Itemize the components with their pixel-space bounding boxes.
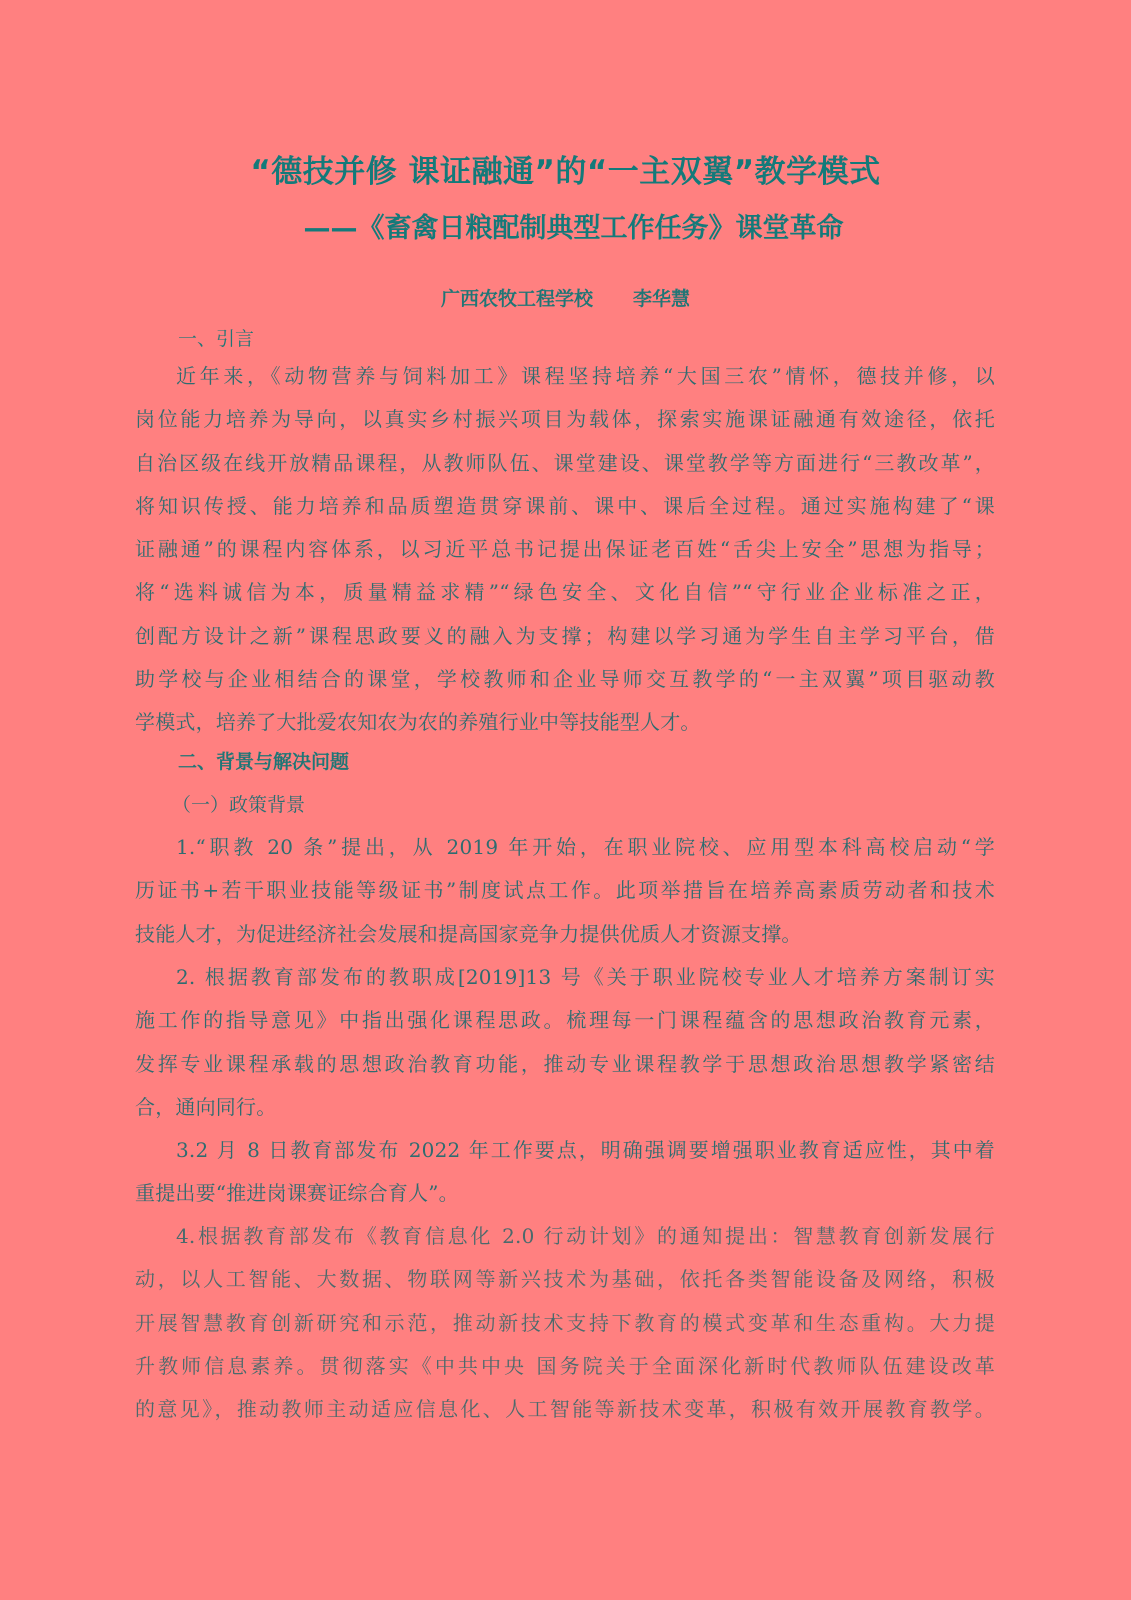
text-line: 将知识传授、能力培养和品质塑造贯穿课前、课中、课后全过程。通过实施构建了“课 xyxy=(135,493,995,518)
text-line: 重提出要“推进岗课赛证综合育人”。 xyxy=(135,1181,459,1206)
text-line: 4.根据教育部发布《教育信息化 2.0 行动计划》的通知提出：智慧教育创新发展行 xyxy=(176,1224,995,1248)
text-line: 升教师信息素养。贯彻落实《中共中央 国务院关于全面深化新时代教师队伍建设改革 xyxy=(135,1353,995,1378)
text-line: 技能人才，为促进经济社会发展和提高国家竞争力提供优质人才资源支撑。 xyxy=(135,921,802,946)
paragraph-policy-3 xyxy=(135,1129,995,1216)
text-line: 历证书+若干职业技能等级证书”制度试点工作。此项举措旨在培养高素质劳动者和技术 xyxy=(135,878,995,903)
section-heading-background: 二、背景与解决问题 xyxy=(178,751,350,773)
text-line: 合，通向同行。 xyxy=(135,1094,277,1119)
text-line: 的意见》，推动教师主动适应信息化、人工智能等新技术变革，积极有效开展教育教学。 xyxy=(135,1397,995,1422)
text-line: 学模式，培养了大批爱农知农为农的养殖行业中等技能型人才。 xyxy=(135,710,701,735)
document-subtitle: ——《畜禽日粮配制典型工作任务》课堂革命 xyxy=(303,213,844,244)
text-line: 创配方设计之新”课程思政要义的融入为支撑；构建以学习通为学生自主学习平台，借 xyxy=(135,623,995,648)
text-line: 1.“职教 20 条”提出，从 2019 年开始，在职业院校、应用型本科高校启动“学 xyxy=(176,835,995,859)
text-line: 近年来，《动物营养与饲料加工》课程坚持培养“大国三农”情怀，德技并修，以 xyxy=(176,364,995,388)
text-line: 2. 根据教育部发布的教职成[2019]13 号《关于职业院校专业人才培养方案制订实 xyxy=(176,965,995,989)
author-institution: 广西农牧工程学校 xyxy=(440,288,593,310)
document-title: “德技并修 课证融通”的“一主双翼”教学模式 xyxy=(250,154,881,190)
paragraph-policy-2 xyxy=(135,956,995,1129)
text-line: 动，以人工智能、大数据、物联网等新兴技术为基础，依托各类智能设备及网络，积极 xyxy=(135,1267,995,1292)
paragraph-introduction xyxy=(135,355,995,745)
text-line: 发挥专业课程承载的思想政治教育功能，推动专业课程教学于思想政治思想教学紧密结 xyxy=(135,1051,995,1076)
text-line: 施工作的指导意见》中指出强化课程思政。梳理每一门课程蕴含的思想政治教育元素， xyxy=(135,1008,995,1033)
text-line: 自治区级在线开放精品课程，从教师队伍、课堂建设、课堂教学等方面进行“三教改革”， xyxy=(135,450,995,475)
section-heading-introduction: 一、引言 xyxy=(178,328,255,350)
text-line: 岗位能力培养为导向，以真实乡村振兴项目为载体，探索实施课证融通有效途径，依托 xyxy=(135,407,995,432)
text-line: 助学校与企业相结合的课堂，学校教师和企业导师交互教学的“一主双翼”项目驱动教 xyxy=(135,667,995,692)
subsection-heading-policy: （一）政策背景 xyxy=(172,794,306,816)
author-name: 李华慧 xyxy=(633,288,691,310)
text-line: 证融通”的课程内容体系，以习近平总书记提出保证老百姓“舌尖上安全”思想为指导； xyxy=(135,537,995,562)
text-line: 将“选料诚信为本，质量精益求精”“绿色安全、文化自信”“守行业企业标准之正， xyxy=(135,580,995,605)
author-line xyxy=(0,284,1131,311)
paragraph-policy-4 xyxy=(135,1215,995,1431)
paragraph-policy-1 xyxy=(135,826,995,956)
text-line: 开展智慧教育创新研究和示范，推动新技术支持下教育的模式变革和生态重构。大力提 xyxy=(135,1310,995,1335)
text-line: 3.2 月 8 日教育部发布 2022 年工作要点，明确强调要增强职业教育适应性，其中着 xyxy=(176,1138,995,1162)
